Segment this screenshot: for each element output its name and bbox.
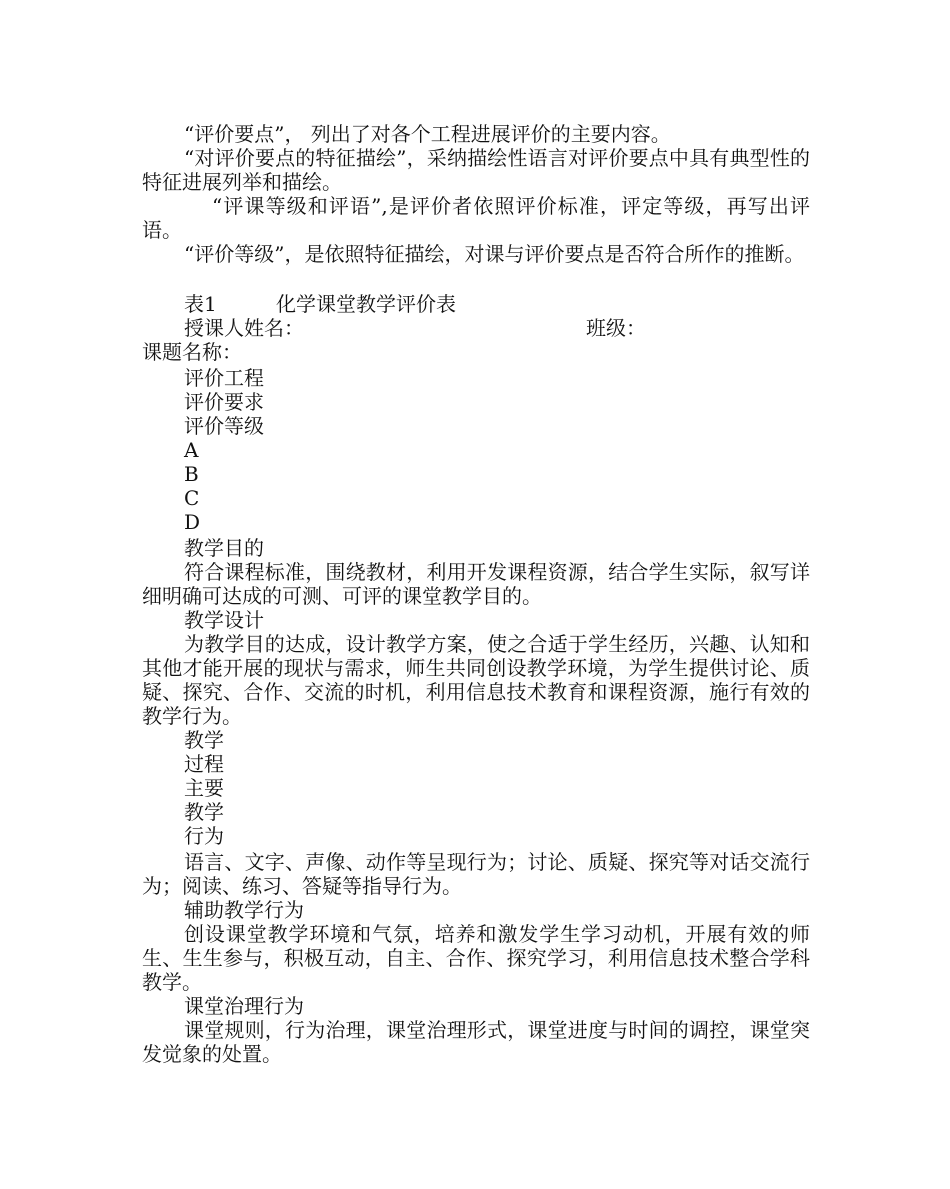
header-evaluation-item: 评价工程	[184, 366, 264, 390]
row-teaching-objective: 教学目的	[184, 536, 264, 560]
grade-a: A	[184, 438, 199, 462]
grade-d: D	[184, 510, 201, 534]
row-process-label-4: 教学	[184, 800, 224, 824]
paragraph-grade-and-comment: “评课等级和评语”,是评价者依照评价标准，评定等级，再写出评语。	[142, 194, 810, 242]
row-process-label-2: 过程	[184, 752, 224, 776]
row-classroom-management-text: 课堂规则，行为治理，课堂治理形式，课堂进度与时间的调控，课堂突发觉象的处置。	[142, 1018, 810, 1066]
row-process-label-5: 行为	[184, 824, 224, 848]
row-main-teaching-behavior-text: 语言、文字、声像、动作等呈现行为；讨论、质疑、探究等对话交流行为；阅读、练习、答疑等指导行为。	[142, 850, 810, 898]
paragraph-evaluation-grade: “评价等级”，是依照特征描绘，对课与评价要点是否符合所作的推断。	[184, 242, 805, 266]
row-process-label-3: 主要	[184, 776, 224, 800]
grade-c: C	[184, 486, 200, 510]
header-evaluation-requirement: 评价要求	[184, 390, 264, 414]
table-title: 化学课堂教学评价表	[276, 292, 456, 316]
row-classroom-management: 课堂治理行为	[184, 994, 304, 1018]
grade-b: B	[184, 462, 199, 486]
row-teaching-design-text: 为教学目的达成，设计教学方案，使之合适于学生经历，兴趣、认知和其他才能开展的现状与需求，师生共同创设教学环境，为学生提供讨论、质疑、探究、合作、交流的时机，利用信息技术教育和课程资源，施行有效的教学行为。	[142, 632, 810, 728]
paragraph-evaluation-points: “评价要点”， 列出了对各个工程进展评价的主要内容。	[184, 122, 671, 146]
paragraph-feature-description: “对评价要点的特征描绘”，采纳描绘性语言对评价要点中具有典型性的特征进展列举和描绘。	[142, 146, 810, 194]
row-teaching-objective-text: 符合课程标准，围绕教材，利用开发课程资源，结合学生实际，叙写详细明确可达成的可测、可评的课堂教学目的。	[142, 560, 810, 608]
row-auxiliary-teaching-behavior: 辅助教学行为	[184, 898, 304, 922]
header-evaluation-grade: 评价等级	[184, 414, 264, 438]
row-auxiliary-teaching-behavior-text: 创设课堂教学环境和气氛，培养和激发学生学习动机，开展有效的师生、生生参与，积极互动，自主、合作、探究学习，利用信息技术整合学科教学。	[142, 922, 810, 994]
topic-label: 课题名称：	[142, 340, 242, 364]
teacher-name-label: 授课人姓名：	[184, 316, 304, 340]
row-teaching-design: 教学设计	[184, 608, 264, 632]
class-label: 班级：	[586, 316, 646, 340]
table-number: 表1	[184, 292, 217, 316]
row-process-label-1: 教学	[184, 728, 224, 752]
